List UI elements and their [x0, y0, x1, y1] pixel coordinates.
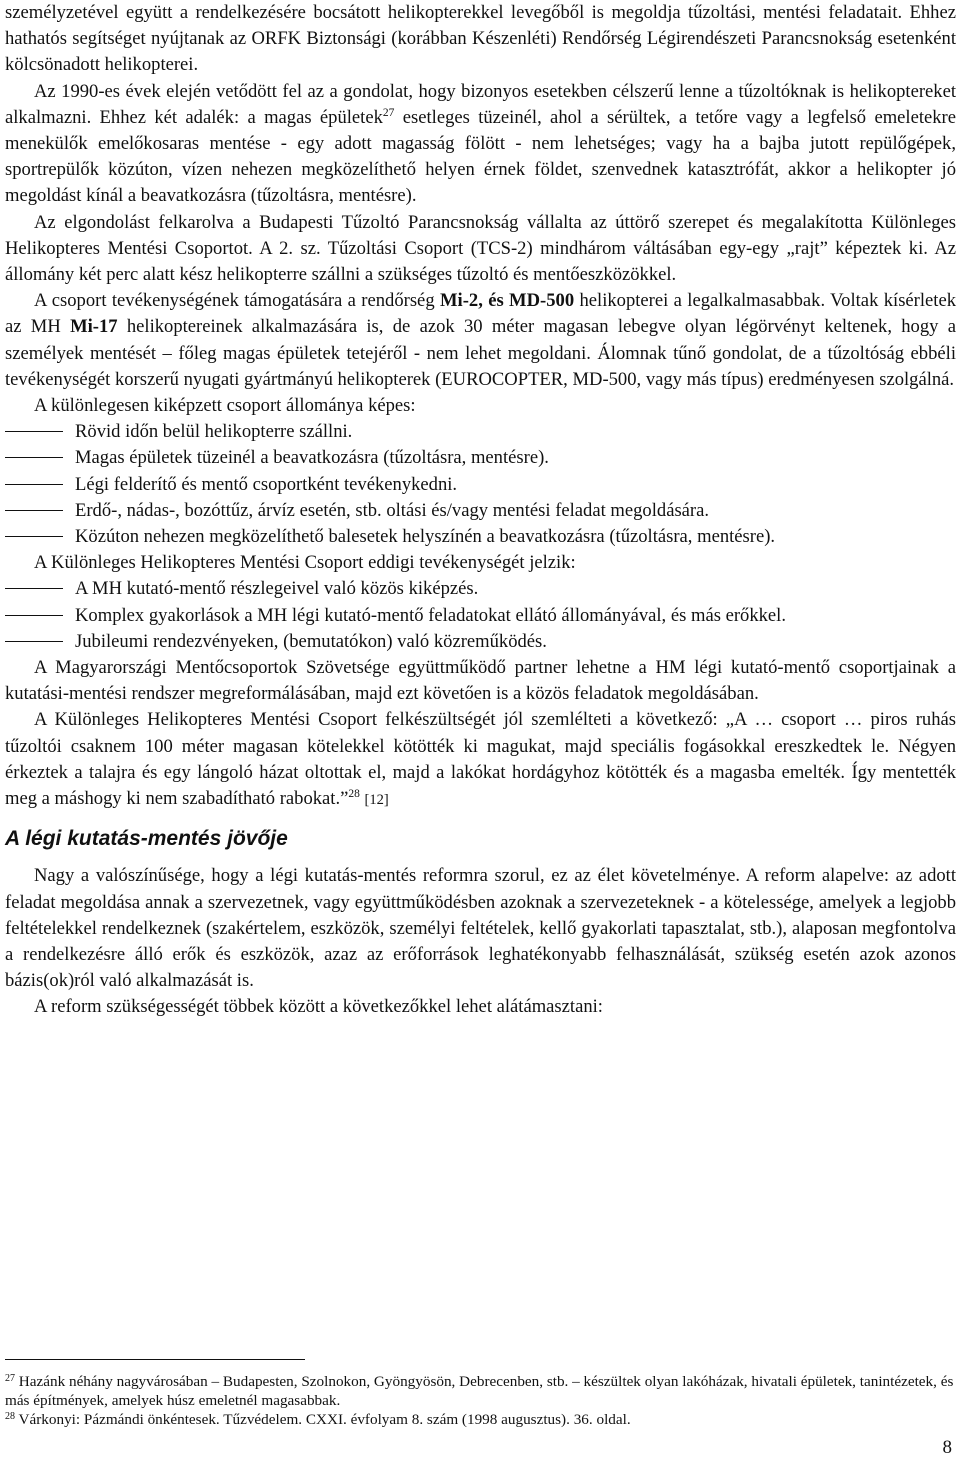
list-intro: A Különleges Helikopteres Mentési Csoport eddigi tevékenységét jelzik:: [34, 552, 576, 574]
paragraph-text: helikopterei a legalkalmasabbak. Voltak kísérletek az MH: [5, 290, 957, 338]
paragraph-text: Nagy a valószínűsége, hogy a légi kutatás-mentés reformra szorul, ez az élet követelménye. A reform alapelve: az adott feladat megoldása annak a szervezetnek, vagy együttműködésben azoknak a szervezeteknek - a kötelessége, amelyek a legjobb feltételekkel rendelkeznek (szakértelem, eszközök, személyi feltételek, kellő gyakorlati tapasztalat, stb.), alaposan megfontolva a rendelkezésre álló erők és eszközök, azaz az erőforrások leghatékonyabb felhasználását, szükség esetén azok azonos bázis(ok)ról való alkalmazását is.: [5, 865, 956, 992]
list-item-text: Rövid időn belül helikopterre szállni.: [75, 421, 353, 443]
paragraph: [5, 210, 956, 289]
paragraph: [5, 707, 956, 813]
section-heading: A légi kutatás-mentés jövője: [5, 827, 288, 851]
bold-text: Mi-2, és MD-500: [439, 290, 575, 312]
list-item: [5, 576, 956, 602]
paragraph: [5, 655, 956, 707]
list-item-text: Közúton nehezen megközelíthető balesetek helyszínén a beavatkozásra (tűzoltásra, mentésre).: [75, 526, 776, 548]
list-item: [5, 445, 956, 471]
list-item-text: Komplex gyakorlások a MH légi kutató-mentő feladatokat ellátó állományával, és más erőkkel.: [75, 604, 786, 626]
footnote-text: Hazánk néhány nagyvárosában – Budapesten, Szolnokon, Gyöngyösön, Debrecenben, stb. – készültek olyan lakóházak, hivatali épületek, tanintézetek, és más építmények, amelyek húsz emeletnél magasabbak.: [5, 1373, 954, 1409]
list-item: [5, 498, 956, 524]
dash-bullet: [5, 484, 63, 485]
footnote-number: 27: [5, 1373, 15, 1384]
list-item: [5, 629, 956, 655]
list-item-text: Légi felderítő és mentő csoportként tevékenykedni.: [75, 473, 458, 495]
footnote-number: 28: [5, 1411, 15, 1422]
dash-bullet: [5, 457, 63, 458]
paragraph-text: A csoport tevékenységének támogatására a rendőrség: [34, 290, 440, 312]
citation-ref[interactable]: [12]: [364, 792, 389, 809]
paragraph: [5, 863, 956, 994]
footnote-text: Várkonyi: Pázmándi önkéntesek. Tűzvédelem. CXXI. évfolyam 8. szám (1998 augusztus). 36. oldal.: [15, 1411, 631, 1428]
paragraph-text: A reform szükségességét többek között a következőkkel lehet alátámasztani:: [34, 996, 603, 1018]
paragraph: [5, 0, 956, 79]
list-item: [5, 472, 956, 498]
list-item-text: A MH kutató-mentő részlegeivel való közös kiképzés.: [75, 578, 479, 600]
list-item: [5, 419, 956, 445]
paragraph-text: Az 1990-es évek elején vetődött fel az a gondolat, hogy bizonyos esetekben célszerű lenne a tűzoltóknak is helikoptereket alkalmazni. Ehhez két adalék: a magas épületek: [5, 80, 956, 128]
page-number: 8: [942, 1437, 952, 1458]
list-item: [5, 524, 956, 550]
list-item-text: Magas épületek tüzeinél a beavatkozásra (tűzoltásra, mentésre).: [75, 447, 549, 469]
dash-bullet: [5, 431, 63, 432]
list-item: [5, 603, 956, 629]
dash-bullet: [5, 510, 63, 511]
paragraph-text: személyzetével együtt a rendelkezésére bocsátott helikopterekkel levegőből is megoldja tűzoltási, mentési feladatait. Ehhez hathatós segítséget nyújtanak az ORFK Biztonsági (korábban Készenléti) Rendőrség Légirendészeti Parancsnokság esetenként kölcsönadott helikopterei.: [5, 2, 956, 76]
paragraph: [5, 288, 956, 393]
footnotes: [5, 1372, 956, 1429]
list-item-text: Jubileumi rendezvényeken, (bemutatókon) való közreműködés.: [75, 630, 547, 652]
paragraph-text: Az elgondolást felkarolva a Budapesti Tűzoltó Parancsnokság vállalta az úttörő szerepet és megalakította Különleges Helikopteres Mentési Csoportot. A 2. sz. Tűzoltási Csoport (TCS-2) mindhárom váltásában egy-egy „rajt” képeztek ki. Az állomány két perc alatt kész helikopterre szállni a szükséges tűzoltó és mentőeszközökkel.: [5, 211, 956, 286]
bold-text: Mi-17: [70, 316, 118, 338]
footnote: [5, 1410, 956, 1429]
list-item-text: Erdő-, nádas-, bozóttűz, árvíz esetén, stb. oltási és/vagy mentési feladat megoldására.: [75, 499, 710, 521]
document-page: [5, 0, 956, 1021]
activities-list: [5, 576, 956, 655]
footnote-separator: [5, 1359, 305, 1360]
paragraph: [5, 994, 956, 1020]
paragraph: [5, 79, 956, 210]
paragraph-text: helikoptereinek alkalmazására is, de azok 30 méter magasan lebegve olyan légörvényt keltenek, hogy a személyek mentését – főleg magas épületek tetejéről - nem lehet megoldani. Álomnak tűnő gondolat, de a tűzoltóság ebbéli tevékenységét korszerű nyugati gyártmányú helikopterek (EUROCOPTER, MD-500, vagy más típus) eredményesen szolgálná.: [5, 316, 956, 390]
dash-bullet: [5, 536, 63, 537]
dash-bullet: [5, 588, 63, 589]
dash-bullet: [5, 641, 63, 642]
paragraph-text: esetleges tüzeinél, ahol a sérültek, a tetőre vagy a legfelső emeletekre menekülők emelőkosaras mentése - egy adott magasság fölött - nem lehetséges; vagy ha a bajba jutott repülőgépek, sportrepülők közúton, vízen nehezen megközelíthető helyen érnek földet, szenvednek katasztrófát, akkor a helikopter jó megoldást kínál a beavatkozásra (tűzoltásra, mentésre).: [5, 106, 956, 207]
capabilities-list: [5, 419, 956, 550]
paragraph-text: A Magyarországi Mentőcsoportok Szövetsége együttműködő partner lehetne a HM légi kutató-mentő csoportjainak a kutatási-mentési rendszer megreformálásában, majd ezt követően is a közös feladatok megoldásában.: [5, 657, 956, 705]
footnote-ref[interactable]: 27: [382, 106, 395, 119]
list-intro: A különlegesen kiképzett csoport állománya képes:: [34, 395, 416, 417]
dash-bullet: [5, 615, 63, 616]
paragraph-text: A Különleges Helikopteres Mentési Csoport felkészültségét jól szemlélteti a következő: „A … csoport … piros ruhás tűzoltói csaknem 100 méter magasan kötelekkel kötötték ki magukat, majd speciális fogásokkal ereszkedtek le. Négyen érkeztek a talajra és egy lángoló házat oltottak el, majd a lakókat hordágyhoz kötötték és a magasba emelték. Így mentették meg a máshogy ki nem szabadítható rabokat.”: [5, 709, 956, 810]
footnote: [5, 1372, 956, 1410]
footnote-ref[interactable]: 28: [348, 788, 360, 801]
